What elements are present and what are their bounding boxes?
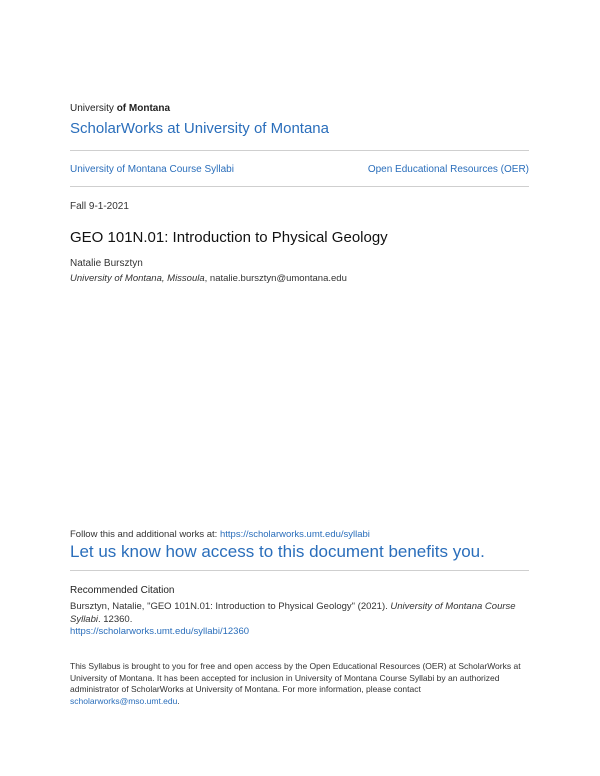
affiliation-name: University of Montana, Missoula bbox=[70, 273, 205, 284]
collection-link-oer[interactable]: Open Educational Resources (OER) bbox=[367, 164, 529, 175]
citation-italic: University of Montana Course Syllabi bbox=[70, 601, 516, 625]
access-statement bbox=[70, 661, 530, 707]
author-name: Natalie Bursztyn bbox=[70, 258, 143, 269]
institution-prefix: University bbox=[70, 103, 117, 114]
divider-citation bbox=[70, 570, 529, 571]
document-title: GEO 101N.01: Introduction to Physical Geology bbox=[70, 229, 388, 246]
publication-date: Fall 9-1-2021 bbox=[70, 201, 129, 212]
citation-text bbox=[70, 600, 530, 626]
benefit-feedback-link[interactable]: Let us know how access to this document benefits you. bbox=[70, 542, 485, 561]
follow-line bbox=[70, 529, 370, 540]
access-statement-text: This Syllabus is brought to you for free and open access by the Open Educational Resources (OER) at ScholarWorks at University of Montana. It has been accepted for inclusion in University of Montana Course Syllabi by an authorized administrator of ScholarWorks at University of Montana. For more information, please contact bbox=[70, 661, 521, 694]
author-affiliation bbox=[70, 273, 347, 284]
citation-end: . 12360. bbox=[98, 614, 133, 625]
citation-heading: Recommended Citation bbox=[70, 585, 175, 596]
follow-url-link[interactable]: https://scholarworks.umt.edu/syllabi bbox=[219, 529, 370, 540]
follow-text: Follow this and additional works at: bbox=[70, 529, 220, 540]
author-email: natalie.bursztyn@umontana.edu bbox=[209, 273, 347, 284]
citation-plain: Bursztyn, Natalie, "GEO 101N.01: Introduction to Physical Geology" (2021). bbox=[70, 601, 391, 612]
institution-bold: of Montana bbox=[116, 103, 171, 114]
repository-link[interactable]: ScholarWorks at University of Montana bbox=[70, 120, 329, 137]
contact-email-link[interactable]: scholarworks@mso.umt.edu bbox=[70, 695, 178, 706]
institution-name bbox=[70, 103, 170, 114]
access-statement-end: . bbox=[177, 695, 180, 706]
divider-top bbox=[70, 150, 529, 151]
citation-url-link[interactable]: https://scholarworks.umt.edu/syllabi/12360 bbox=[70, 626, 250, 637]
collection-link-syllabi[interactable]: University of Montana Course Syllabi bbox=[70, 164, 234, 175]
divider-collections bbox=[70, 186, 529, 187]
affiliation-separator: , bbox=[204, 273, 210, 284]
